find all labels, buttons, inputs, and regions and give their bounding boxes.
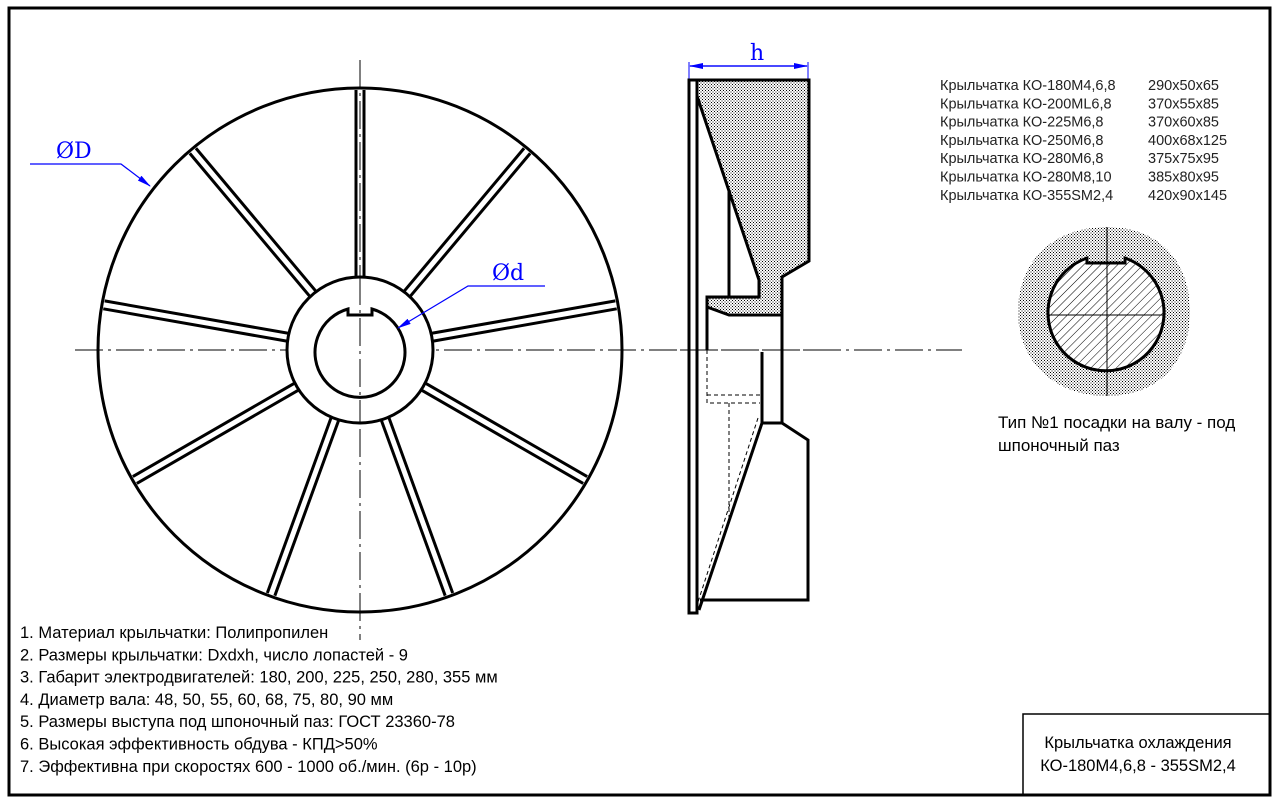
model-size: 375x75x95 [1148, 151, 1219, 168]
model-size: 370x60x85 [1148, 114, 1219, 131]
blade-edge [430, 309, 617, 342]
model-size: 385x80x95 [1148, 169, 1219, 186]
lower-blade-edge [699, 423, 762, 610]
outer-diameter-leader [30, 164, 150, 186]
height-label: h [750, 41, 765, 66]
side-section-view [680, 41, 820, 613]
blade-edge [103, 309, 290, 342]
back-plate [689, 80, 697, 613]
model-name: Крыльчатка КО-225М6,8 [940, 114, 1104, 131]
note-item: 2. Размеры крыльчатки: Dxdxh, число лопастей - 9 [20, 646, 408, 665]
note-item: 4. Диаметр вала: 48, 50, 55, 60, 68, 75, 80, 90 мм [20, 690, 394, 709]
model-row [940, 188, 1227, 204]
blade [103, 301, 292, 342]
note-item: 7. Эффективна при скоростях 600 - 1000 об./мин. (6р - 10р) [20, 757, 477, 776]
blade-edge [267, 414, 332, 593]
shaft-fit-caption-line2: шпоночный паз [998, 436, 1120, 455]
blade [133, 382, 302, 484]
model-name: Крыльчатка КО-180М4,6,8 [940, 78, 1116, 94]
shaft-section [1048, 258, 1164, 371]
blade-edge [380, 417, 445, 596]
blade-edge [105, 301, 292, 334]
model-row [940, 78, 1219, 94]
blade-edge [190, 153, 312, 299]
bore-diameter-label: Ød [492, 261, 525, 286]
blade [190, 148, 318, 299]
hidden-lines [697, 350, 760, 605]
model-table [940, 78, 1227, 204]
sectioned-profile [697, 80, 809, 315]
note-item: 3. Габарит электродвигателей: 180, 200, 225, 250, 280, 355 мм [20, 668, 498, 687]
blade [428, 301, 617, 342]
shaft-fit-caption-line1: Тип №1 посадки на валу - под [998, 413, 1236, 432]
notes-list [20, 624, 498, 776]
note-item: 6. Высокая эффективность обдува - КПД>50% [20, 735, 378, 754]
model-size: 290x50x65 [1148, 78, 1219, 94]
title-line1: Крыльчатка охлаждения [1044, 734, 1232, 752]
note-item: 5. Размеры выступа под шпоночный паз: ГОСТ 23360-78 [20, 713, 455, 732]
outer-diameter-label: ØD [56, 139, 92, 164]
blade [419, 382, 588, 484]
model-row [940, 170, 1219, 186]
shaft-fit-section [998, 227, 1235, 455]
blade-edge [428, 301, 615, 334]
model-size: 400x68x125 [1148, 132, 1228, 149]
model-name: Крыльчатка КО-280М8,10 [940, 169, 1112, 186]
model-row [940, 96, 1219, 112]
model-name: Крыльчатка КО-250М6,8 [940, 132, 1104, 149]
blade-edge [196, 148, 318, 294]
blade-edge [275, 417, 340, 596]
blade [267, 414, 340, 595]
title-block [1023, 714, 1270, 795]
model-row [940, 115, 1219, 131]
model-size: 370x55x85 [1148, 96, 1219, 113]
blade-edge [388, 414, 453, 593]
model-name: Крыльчатка КО-200МL6,8 [940, 96, 1112, 113]
front-view [30, 60, 962, 640]
blade-edge [419, 388, 584, 483]
model-name: Крыльчатка КО-355SM2,4 [940, 187, 1114, 204]
blade-edge [133, 382, 298, 477]
model-row [940, 151, 1219, 167]
title-line2: КО-180М4,6,8 - 355SM2,4 [1040, 757, 1236, 775]
blade [380, 414, 453, 595]
blade-edge [137, 388, 302, 483]
model-name: Крыльчатка КО-280М6,8 [940, 151, 1104, 168]
note-item: 1. Материал крыльчатки: Полипропилен [20, 624, 329, 642]
model-size: 420x90x145 [1148, 187, 1228, 204]
model-row [940, 133, 1227, 149]
blade-edge [423, 382, 588, 477]
title-block-frame [1023, 714, 1270, 795]
